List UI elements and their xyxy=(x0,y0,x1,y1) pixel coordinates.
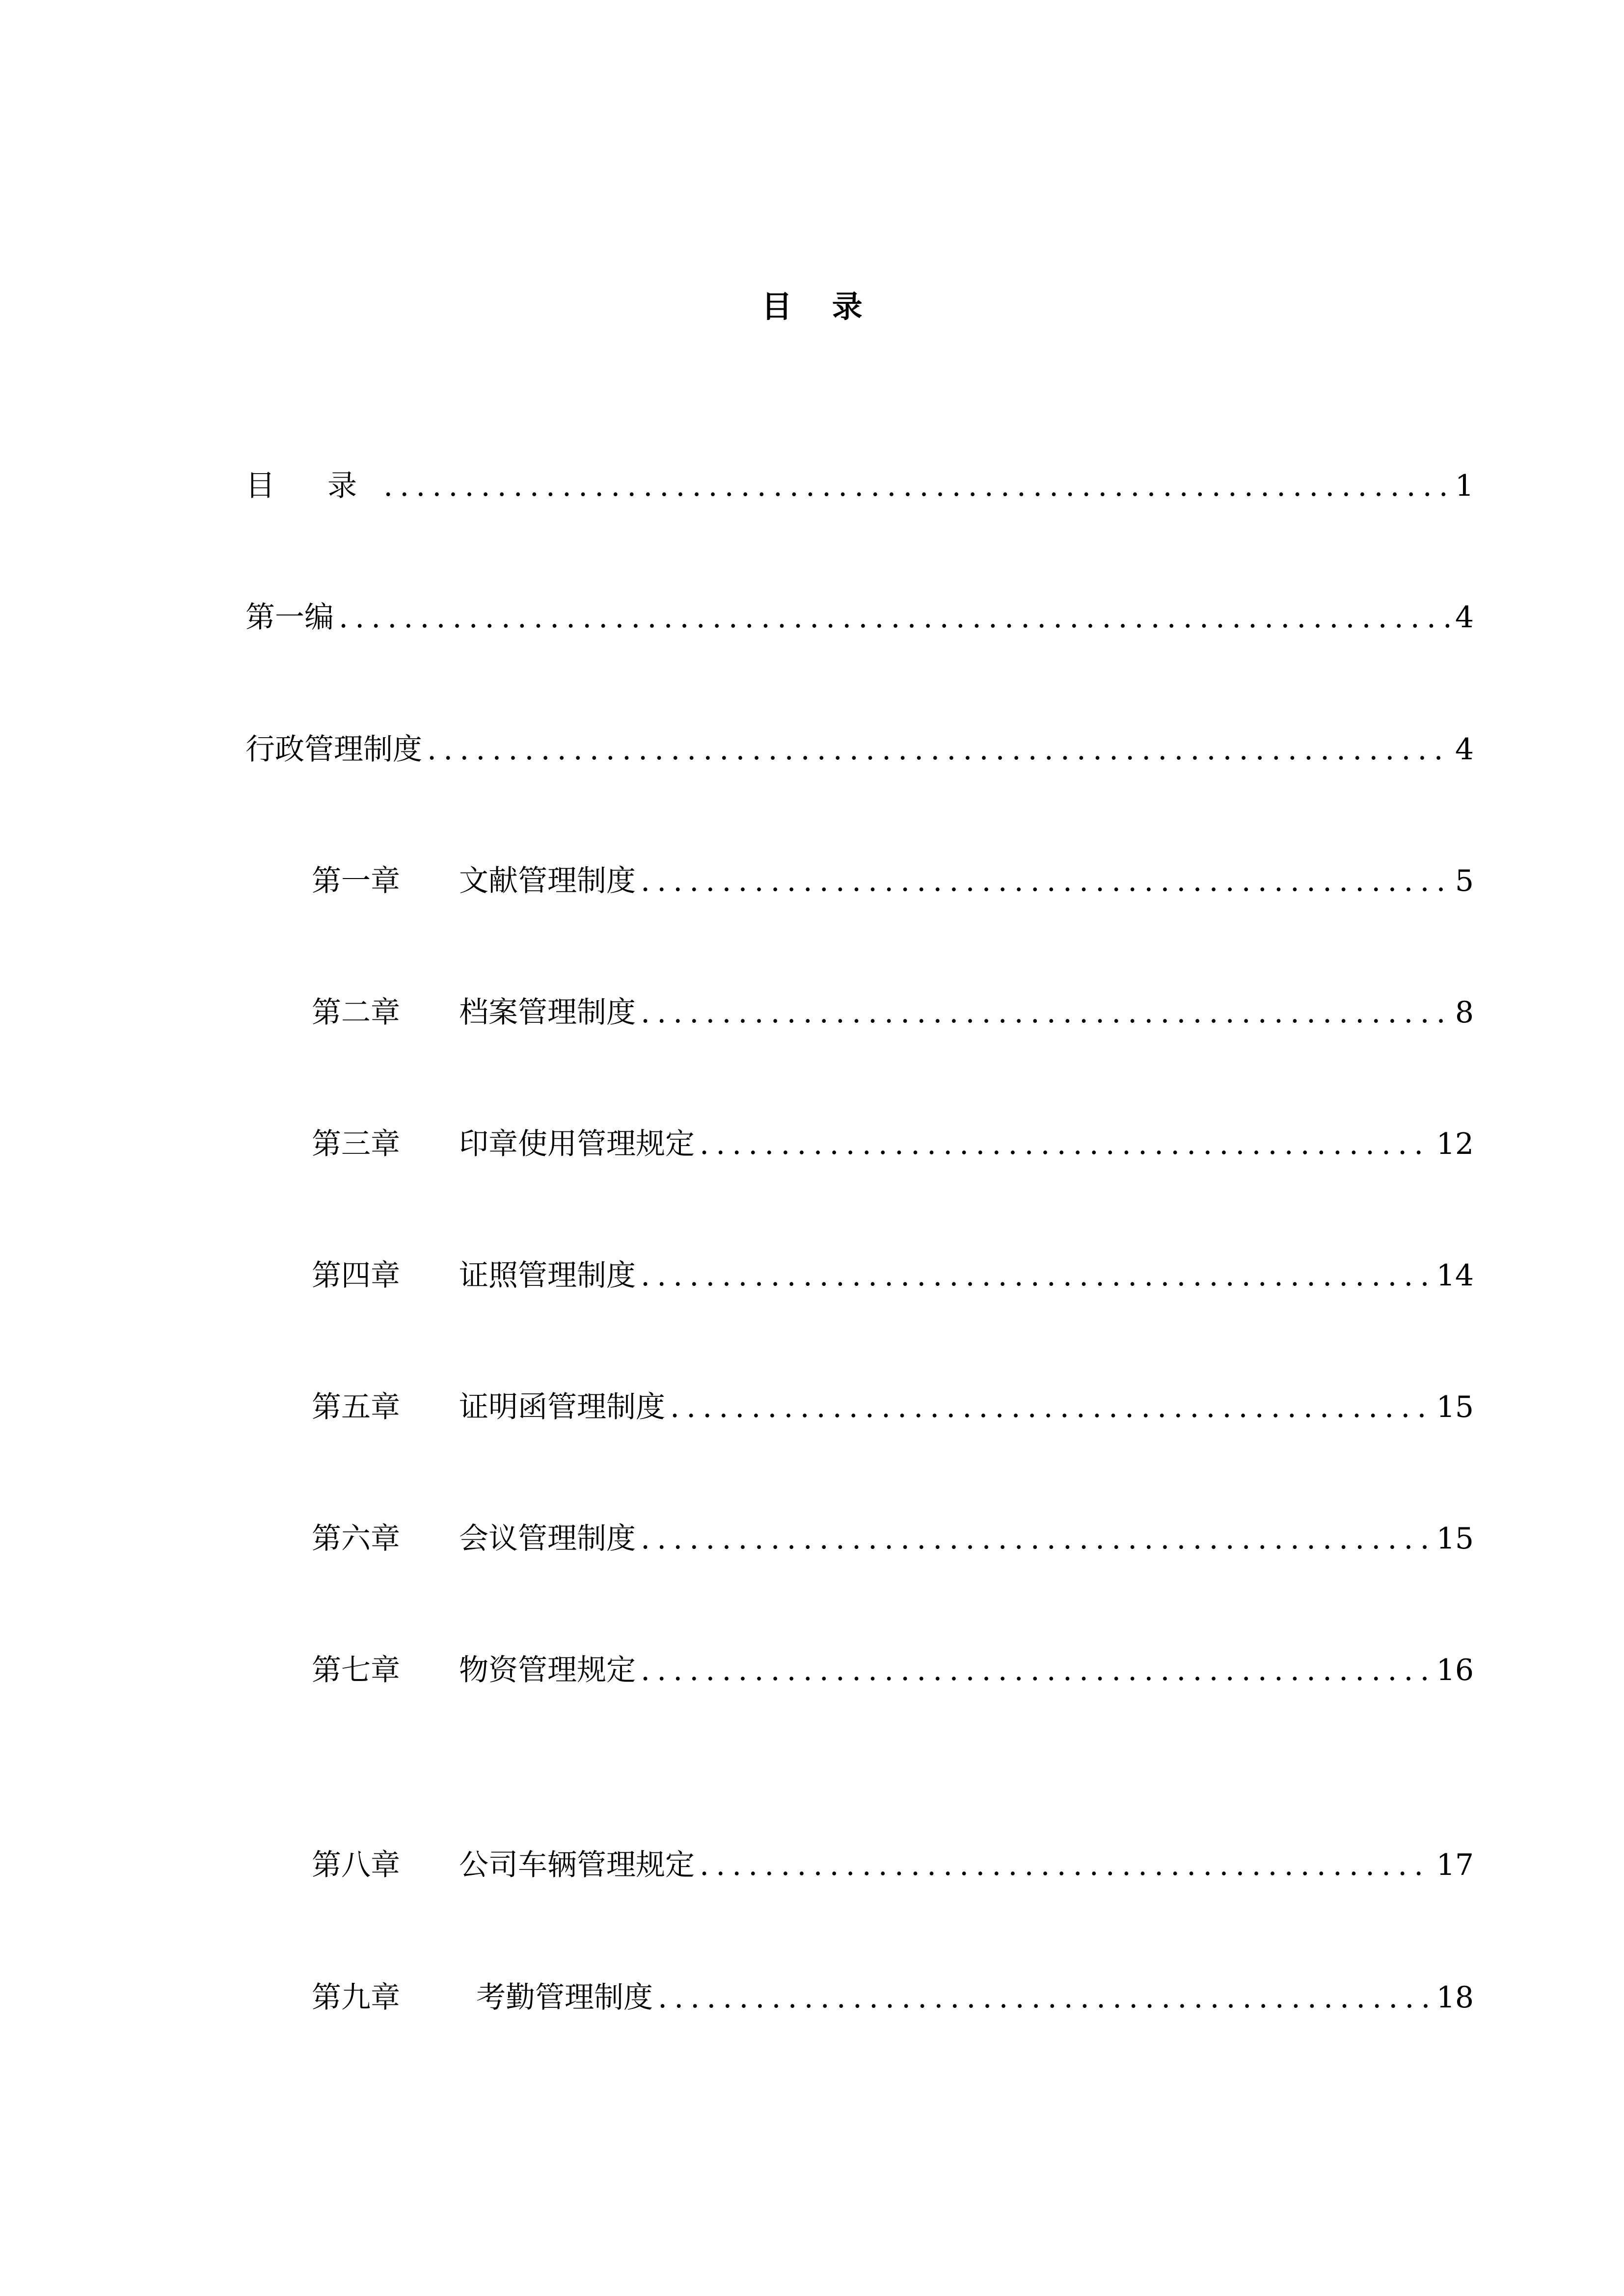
toc-entry-page: 8 xyxy=(1455,995,1474,1030)
toc-entry-label: 第一编 xyxy=(245,600,334,635)
toc-entry-chapter-5[interactable] xyxy=(312,1388,1474,1427)
toc-title: 目 录 xyxy=(761,289,877,324)
toc-entry-label: 证明函管理制度 xyxy=(459,1390,665,1424)
dot-leader xyxy=(641,861,1449,901)
toc-entry-chapter-8[interactable] xyxy=(312,1845,1474,1885)
chapter-number: 第九章 xyxy=(312,1980,400,2015)
toc-entry-label: 物资管理规定 xyxy=(459,1653,636,1687)
toc-entry-admin[interactable] xyxy=(245,730,1474,769)
toc-entry-label: 行政管理制度 xyxy=(245,732,422,767)
chapter-number: 第四章 xyxy=(312,1258,400,1293)
toc-entry-page: 15 xyxy=(1436,1522,1474,1556)
chapter-number: 第二章 xyxy=(312,995,400,1030)
toc-entry-page: 5 xyxy=(1455,864,1474,898)
toc-entry-part-one[interactable] xyxy=(245,598,1474,637)
chapter-number: 第八章 xyxy=(312,1848,400,1882)
toc-entry-label: 档案管理制度 xyxy=(459,995,636,1030)
toc-entry-label: 印章使用管理规定 xyxy=(459,1127,695,1161)
dot-leader xyxy=(641,1256,1432,1295)
dot-leader xyxy=(700,1845,1432,1885)
dot-leader xyxy=(427,730,1449,769)
toc-entry-chapter-1[interactable] xyxy=(312,861,1474,901)
toc-entry-label: 会议管理制度 xyxy=(459,1522,636,1556)
toc-entry-page: 4 xyxy=(1455,600,1474,635)
toc-entry-chapter-7[interactable] xyxy=(312,1651,1474,1690)
dot-leader xyxy=(641,993,1449,1032)
toc-entry-page: 12 xyxy=(1436,1127,1474,1161)
toc-entry-chapter-9[interactable] xyxy=(312,1978,1474,2017)
dot-leader xyxy=(383,466,1449,506)
toc-entry-label: 考勤管理制度 xyxy=(476,1980,653,2015)
toc-entry-chapter-4[interactable] xyxy=(312,1256,1474,1295)
toc-entry-page: 18 xyxy=(1436,1980,1474,2015)
dot-leader xyxy=(670,1388,1432,1427)
chapter-number: 第七章 xyxy=(312,1653,400,1687)
dot-leader xyxy=(658,1978,1432,2017)
toc-entry-chapter-2[interactable] xyxy=(312,993,1474,1032)
toc-entry-page: 15 xyxy=(1436,1390,1474,1424)
toc-entry-chapter-3[interactable] xyxy=(312,1124,1474,1164)
toc-entry-label: 证照管理制度 xyxy=(459,1258,636,1293)
dot-leader xyxy=(641,1651,1432,1690)
toc-entry-page: 17 xyxy=(1436,1848,1474,1882)
toc-entry-page: 1 xyxy=(1455,469,1474,503)
toc-entry-label: 文献管理制度 xyxy=(459,864,636,898)
chapter-number: 第六章 xyxy=(312,1522,400,1556)
toc-entry-label: 目 录 xyxy=(245,469,379,503)
chapter-number: 第一章 xyxy=(312,864,400,898)
chapter-number: 第五章 xyxy=(312,1390,400,1424)
toc-entry-chapter-6[interactable] xyxy=(312,1519,1474,1558)
dot-leader xyxy=(700,1124,1432,1164)
toc-entry-contents[interactable] xyxy=(245,466,1474,506)
dot-leader xyxy=(641,1519,1432,1558)
toc-entry-page: 4 xyxy=(1455,732,1474,767)
dot-leader xyxy=(339,598,1449,637)
toc-entry-page: 16 xyxy=(1436,1653,1474,1687)
chapter-number: 第三章 xyxy=(312,1127,400,1161)
toc-entry-page: 14 xyxy=(1436,1258,1474,1293)
toc-entry-label: 公司车辆管理规定 xyxy=(459,1848,695,1882)
